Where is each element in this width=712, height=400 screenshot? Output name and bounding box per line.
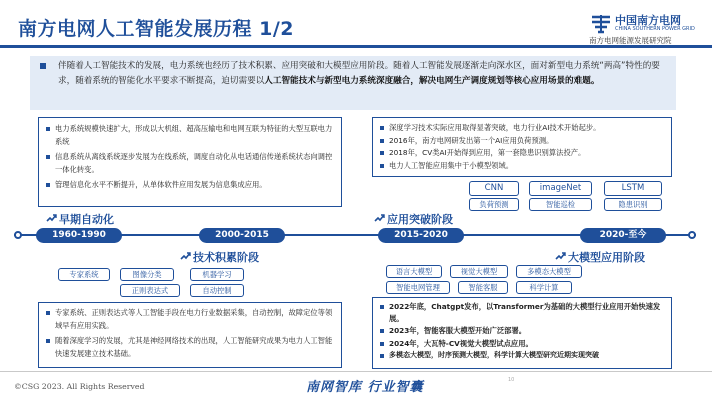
intro-text: [58, 59, 670, 89]
box-early-automation: [38, 117, 342, 207]
list-item: 电力系统规模快速扩大，形成以大机组、超高压输电和电网互联为特征的大型互联电力系统: [45, 123, 335, 148]
list-item: 2016年，南方电网研发出第一个AI应用负荷预测。: [379, 135, 665, 148]
chip-multimodal-model: 多模态大模型: [516, 265, 582, 278]
chip-vision-model: 视觉大模型: [450, 265, 508, 278]
rising-chart-icon: [374, 212, 385, 223]
slogan: 南网智库 行业智囊: [306, 380, 424, 395]
phase-tech-accumulation: 技术积累阶段: [193, 251, 259, 264]
period-1960-1990: 1960-1990: [36, 228, 122, 243]
chip-image-classification: 图像分类: [120, 268, 174, 281]
timeline-dot: [14, 231, 22, 239]
footer-divider: [0, 371, 712, 372]
list-item: 多模态大模型，时序预测大模型，科学计算大模型研究近期实现突破: [379, 350, 665, 362]
list-item: 2024年，大瓦特-CV视觉大模型试点应用。: [379, 338, 665, 350]
list-item: 管理信息化水平不断提升，从单体软件应用发展为信息集成应用。: [45, 179, 335, 192]
box-tech-accumulation: [38, 302, 342, 368]
chip-lstm: LSTM: [604, 181, 662, 196]
page-title: 南方电网人工智能发展历程 1/2: [18, 18, 294, 40]
list-item: 信息系统从离线系统逐步发展为在线系统，调度自动化从电话通信传递系统状态向调控一体化转变。: [45, 151, 335, 176]
chip-machine-learning: 机器学习: [190, 268, 244, 281]
list-item: 随着深度学习的发展，尤其是神经网络技术的出现，人工智能研究成果为电力人工智能快速发展建立技术基础。: [45, 335, 335, 360]
list-item: 深度学习技术实际应用取得显著突破，电力行业AI技术开始起步。: [379, 122, 665, 135]
period-2020-now: 2020-至今: [580, 228, 666, 243]
copyright: ©CSG 2023. All Rights Reserved: [14, 382, 145, 391]
list-item: 2022年底，Chatgpt发布，以Transformer为基础的大模型行业应用开始快速发展。: [379, 301, 665, 324]
phase-early-automation: 早期自动化: [59, 213, 114, 226]
rising-chart-icon: [180, 250, 191, 261]
list-item: 2018年，CV类AI开始得到应用，第一套隐患识别算法投产。: [379, 147, 665, 160]
rising-chart-icon: [555, 250, 566, 261]
chip-scientific-computing: 科学计算: [516, 281, 572, 294]
intro-bullet-icon: [40, 63, 46, 69]
header-divider: [0, 45, 712, 48]
chip-customer-service: 智能客服: [458, 281, 508, 294]
period-2015-2020: 2015-2020: [378, 228, 464, 243]
timeline-dot: [688, 231, 696, 239]
institute-name: 南方电网能源发展研究院: [589, 36, 672, 45]
chip-expert-system: 专家系统: [58, 268, 110, 281]
chip-hazard-recognition: 隐患识别: [604, 198, 662, 211]
chip-regex: 正则表达式: [120, 284, 180, 297]
logo-english: CHINA SOUTHERN POWER GRID: [615, 26, 695, 32]
intro-text-bold: 人工智能技术与新型电力系统深度融合，解决电网生产调度规划等核心应用场景的难题。: [264, 76, 600, 86]
chip-cnn: CNN: [469, 181, 519, 196]
box-breakthrough: [372, 117, 672, 177]
list-item: 专家系统、正则表达式等人工智能手段在电力行业数据采集，自动控制，故障定位等领域早有应用实践。: [45, 307, 335, 332]
list-item: 2023年，智能客服大模型开始广泛部署。: [379, 325, 665, 337]
csg-logo-icon: [590, 14, 612, 34]
logo-name: 中国南方电网: [615, 14, 681, 27]
rising-chart-icon: [46, 212, 57, 223]
phase-application-breakthrough: 应用突破阶段: [387, 213, 453, 226]
period-2000-2015: 2000-2015: [199, 228, 285, 243]
chip-grid-management: 智能电网管理: [386, 281, 450, 294]
chip-load-forecast: 负荷预测: [469, 198, 519, 211]
page-number: 10: [508, 377, 515, 383]
chip-imagenet: imageNet: [529, 181, 592, 196]
phase-large-model: 大模型应用阶段: [568, 251, 645, 264]
intro-text-plain: 伴随着人工智能技术的发展，电力系统也经历了技术积累、应用突破和大模型应用阶段。随着人工智能发展逐渐走向深水区，面对新型电力系统“两高”特性的要求，随着系统的智能化水平要求不断提高，迫切需要以: [58, 61, 660, 86]
box-large-model: [372, 297, 672, 369]
chip-auto-control: 自动控制: [190, 284, 244, 297]
chip-language-model: 语言大模型: [386, 265, 442, 278]
list-item: 电力人工智能应用集中于小模型领域。: [379, 160, 665, 173]
chip-smart-inspection: 智能巡检: [529, 198, 592, 211]
